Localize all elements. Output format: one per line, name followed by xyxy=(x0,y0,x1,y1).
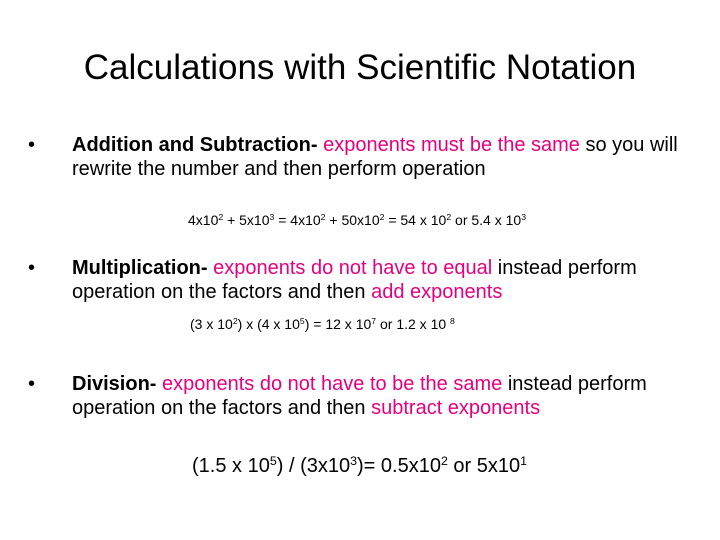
bullet-icon: • xyxy=(28,257,36,279)
bullet-icon: • xyxy=(28,373,36,395)
slide-title: Calculations with Scientific Notation xyxy=(83,48,637,87)
bullet-addition-part-2: so you will rewrite the number and then perform operation xyxy=(72,134,678,180)
bullet-addition-text xyxy=(72,133,688,181)
bullet-multiplication-part-1: exponents do not have to equal xyxy=(207,257,493,279)
bullet-division-part-1: exponents do not have to be the same xyxy=(156,373,503,395)
bullet-addition-heading: Addition and Subtraction- xyxy=(72,134,318,156)
bullet-division xyxy=(28,372,688,420)
equation-division: (1.5 x $10^5) / (3x10^3)= 0.5x10^2$ or $5x10^1$ xyxy=(192,454,528,477)
bullet-division-text xyxy=(72,372,688,420)
bullet-addition-part-1: exponents must be the same xyxy=(317,134,580,156)
equation-addition: $4x10^2 + 5x10^3 = 4x10^2 + 50x10^2 = 54$ x $10^2$ or 5.4 x $10^3$ xyxy=(188,212,527,228)
equation-multiplication: (3 x $10^2$) x (4 x $10^5) = 12$ x $10^7$ or 1.2 x 10 $^8$ xyxy=(190,316,455,332)
bullet-multiplication-part-2: instead perform operation on the factors and then xyxy=(72,257,637,303)
bullet-division-part-3: subtract exponents xyxy=(371,397,541,419)
bullet-multiplication-heading: Multiplication- xyxy=(72,257,208,279)
bullet-multiplication-part-3: add exponents xyxy=(371,281,503,303)
bullet-addition xyxy=(28,133,688,181)
bullet-icon: • xyxy=(28,134,36,156)
bullet-division-part-2: instead perform operation on the factors and then xyxy=(72,373,647,419)
bullet-division-heading: Division- xyxy=(72,373,157,395)
bullet-multiplication-text xyxy=(72,256,688,304)
bullet-multiplication xyxy=(28,256,688,304)
